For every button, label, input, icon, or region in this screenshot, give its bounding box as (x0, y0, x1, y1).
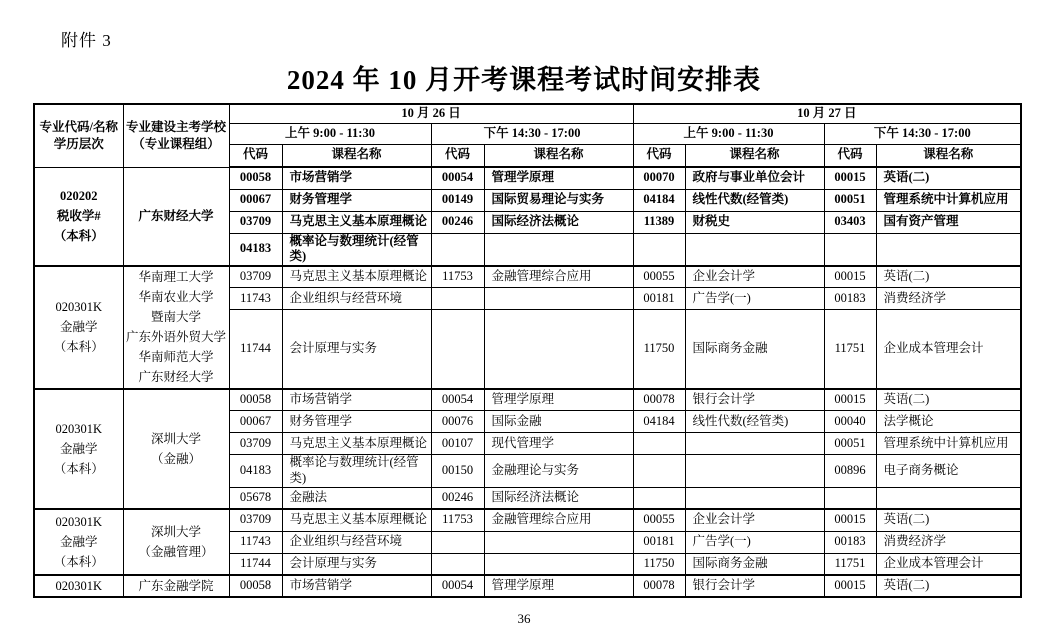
course-name-cell: 现代管理学 (484, 433, 633, 455)
course-code-cell: 04184 (633, 189, 685, 211)
course-code-cell: 00058 (229, 167, 282, 189)
course-name-cell: 管理学原理 (484, 167, 633, 189)
course-code-cell: 00246 (431, 487, 484, 509)
course-code-cell: 00107 (431, 433, 484, 455)
course-code-cell: 00058 (229, 389, 282, 411)
course-code-cell: 00183 (824, 531, 876, 553)
course-code-cell: 00051 (824, 189, 876, 211)
course-name-cell: 市场营销学 (282, 389, 431, 411)
course-name-cell (484, 310, 633, 389)
course-name-cell: 国际商务金融 (685, 553, 824, 575)
course-name-cell (685, 433, 824, 455)
course-name-cell: 财务管理学 (282, 411, 431, 433)
course-code-cell (633, 233, 685, 266)
course-code-cell: 00051 (824, 433, 876, 455)
header-major-line1: 专业代码/名称 (39, 119, 118, 134)
course-name-cell: 金融法 (282, 487, 431, 509)
table-row (34, 266, 1021, 288)
am-label: 上午 (285, 125, 311, 140)
course-code-cell (431, 310, 484, 389)
course-name-cell: 银行会计学 (685, 575, 824, 597)
course-code-cell: 11753 (431, 509, 484, 531)
exam-schedule-table (33, 103, 1022, 598)
header-school-column (123, 104, 229, 167)
course-code-cell: 11389 (633, 211, 685, 233)
school-cell: 华南理工大学 华南农业大学 暨南大学 广东外语外贸大学 华南师范大学 广东财经大学 (123, 266, 229, 389)
course-name-cell: 会计原理与实务 (282, 310, 431, 389)
course-name-cell (876, 487, 1021, 509)
course-name-cell: 英语(二) (876, 509, 1021, 531)
header-oct26-am (229, 123, 431, 144)
course-code-cell: 00015 (824, 575, 876, 597)
course-name-cell: 广告学(一) (685, 288, 824, 310)
course-name-cell: 企业组织与经营环境 (282, 288, 431, 310)
header-school-line1: 专业建设主考学校 (125, 119, 226, 134)
course-code-cell (431, 553, 484, 575)
course-name-cell (484, 233, 633, 266)
school-cell: 深圳大学 （金融） (123, 389, 229, 509)
table-row (34, 509, 1021, 531)
course-code-cell: 00067 (229, 411, 282, 433)
course-name-cell: 英语(二) (876, 266, 1021, 288)
course-name-cell: 管理学原理 (484, 575, 633, 597)
course-code-cell: 00067 (229, 189, 282, 211)
course-code-cell: 00054 (431, 575, 484, 597)
course-name-cell: 英语(二) (876, 575, 1021, 597)
course-name-cell: 企业成本管理会计 (876, 310, 1021, 389)
header-oct27-am (633, 123, 824, 144)
course-code-cell: 00055 (633, 266, 685, 288)
am-time: 9:00 - 11:30 (313, 125, 375, 140)
course-code-cell: 03709 (229, 433, 282, 455)
course-code-cell: 11744 (229, 553, 282, 575)
course-code-cell: 00070 (633, 167, 685, 189)
header-course: 课程名称 (876, 144, 1021, 167)
table-body (34, 167, 1021, 597)
major-cell: 020301K 金融学 （本科） (34, 509, 123, 575)
course-code-cell: 00015 (824, 167, 876, 189)
header-code: 代码 (824, 144, 876, 167)
course-code-cell: 00076 (431, 411, 484, 433)
course-code-cell (633, 487, 685, 509)
header-school-line2: （专业课程组） (132, 136, 220, 151)
course-code-cell (431, 531, 484, 553)
course-code-cell (431, 233, 484, 266)
course-name-cell: 国际贸易理论与实务 (484, 189, 633, 211)
course-name-cell: 概率论与数理统计(经管类) (282, 455, 431, 487)
course-name-cell: 企业会计学 (685, 266, 824, 288)
header-code: 代码 (633, 144, 685, 167)
course-code-cell: 11743 (229, 288, 282, 310)
course-name-cell: 马克思主义基本原理概论 (282, 266, 431, 288)
course-code-cell: 00150 (431, 455, 484, 487)
table-row (34, 389, 1021, 411)
course-name-cell: 政府与事业单位会计 (685, 167, 824, 189)
course-code-cell: 00054 (431, 167, 484, 189)
course-name-cell: 消费经济学 (876, 288, 1021, 310)
course-name-cell: 管理系统中计算机应用 (876, 189, 1021, 211)
course-name-cell: 马克思主义基本原理概论 (282, 211, 431, 233)
am-time: 9:00 - 11:30 (711, 125, 774, 140)
header-course: 课程名称 (484, 144, 633, 167)
course-code-cell: 00058 (229, 575, 282, 597)
course-name-cell (484, 553, 633, 575)
header-course: 课程名称 (282, 144, 431, 167)
header-course: 课程名称 (685, 144, 824, 167)
course-code-cell: 04183 (229, 233, 282, 266)
course-code-cell: 00183 (824, 288, 876, 310)
course-name-cell: 市场营销学 (282, 167, 431, 189)
course-code-cell: 00055 (633, 509, 685, 531)
course-name-cell: 法学概论 (876, 411, 1021, 433)
course-code-cell: 03709 (229, 266, 282, 288)
header-date-oct27: 10 月 27 日 (633, 104, 1021, 123)
course-name-cell (685, 233, 824, 266)
course-name-cell: 电子商务概论 (876, 455, 1021, 487)
course-code-cell (431, 288, 484, 310)
course-name-cell: 国际经济法概论 (484, 487, 633, 509)
course-name-cell: 国际商务金融 (685, 310, 824, 389)
course-name-cell (876, 233, 1021, 266)
course-name-cell (484, 288, 633, 310)
course-name-cell: 企业成本管理会计 (876, 553, 1021, 575)
header-code: 代码 (229, 144, 282, 167)
pm-label: 下午 (483, 125, 509, 140)
header-code: 代码 (431, 144, 484, 167)
course-name-cell: 马克思主义基本原理概论 (282, 433, 431, 455)
header-oct26-pm (431, 123, 633, 144)
am-label: 上午 (683, 125, 709, 140)
course-name-cell: 财税史 (685, 211, 824, 233)
header-date-row (34, 104, 1021, 123)
course-code-cell: 11743 (229, 531, 282, 553)
header-date-oct26: 10 月 26 日 (229, 104, 633, 123)
course-name-cell: 会计原理与实务 (282, 553, 431, 575)
course-code-cell: 00246 (431, 211, 484, 233)
course-name-cell: 金融理论与实务 (484, 455, 633, 487)
major-cell: 020301K (34, 575, 123, 597)
header-major-column (34, 104, 123, 167)
course-code-cell: 00896 (824, 455, 876, 487)
course-name-cell: 英语(二) (876, 167, 1021, 189)
course-name-cell: 线性代数(经管类) (685, 411, 824, 433)
course-name-cell: 马克思主义基本原理概论 (282, 509, 431, 531)
course-name-cell: 企业会计学 (685, 509, 824, 531)
header-oct27-pm (824, 123, 1021, 144)
course-code-cell: 00015 (824, 389, 876, 411)
course-code-cell (633, 433, 685, 455)
course-code-cell: 04184 (633, 411, 685, 433)
school-cell: 广东金融学院 (123, 575, 229, 597)
course-code-cell: 11744 (229, 310, 282, 389)
table-row (34, 167, 1021, 189)
course-name-cell: 金融管理综合应用 (484, 266, 633, 288)
course-code-cell: 11751 (824, 553, 876, 575)
course-name-cell: 银行会计学 (685, 389, 824, 411)
course-code-cell: 00015 (824, 509, 876, 531)
course-name-cell: 国际金融 (484, 411, 633, 433)
course-name-cell: 国际经济法概论 (484, 211, 633, 233)
course-name-cell: 财务管理学 (282, 189, 431, 211)
pm-label: 下午 (873, 125, 899, 140)
course-code-cell: 03709 (229, 211, 282, 233)
course-code-cell: 11751 (824, 310, 876, 389)
course-code-cell: 11750 (633, 553, 685, 575)
major-cell: 020301K 金融学 （本科） (34, 389, 123, 509)
attachment-label: 附件 3 (61, 31, 112, 50)
course-code-cell: 00078 (633, 575, 685, 597)
course-code-cell: 00015 (824, 266, 876, 288)
course-code-cell: 00054 (431, 389, 484, 411)
course-name-cell: 管理学原理 (484, 389, 633, 411)
pm-time: 14:30 - 17:00 (901, 125, 971, 140)
course-code-cell: 00078 (633, 389, 685, 411)
page-title: 2024 年 10 月开考课程考试时间安排表 (286, 65, 762, 95)
table-row (34, 575, 1021, 597)
course-name-cell: 线性代数(经管类) (685, 189, 824, 211)
course-name-cell: 概率论与数理统计(经管类) (282, 233, 431, 266)
course-code-cell: 00040 (824, 411, 876, 433)
school-cell: 深圳大学 （金融管理） (123, 509, 229, 575)
course-name-cell: 国有资产管理 (876, 211, 1021, 233)
course-name-cell (685, 487, 824, 509)
course-name-cell (685, 455, 824, 487)
course-code-cell: 05678 (229, 487, 282, 509)
page-number: 36 (517, 611, 531, 626)
course-name-cell: 金融管理综合应用 (484, 509, 633, 531)
course-name-cell: 英语(二) (876, 389, 1021, 411)
major-cell: 020202 税收学# （本科） (34, 167, 123, 266)
course-code-cell: 03403 (824, 211, 876, 233)
course-code-cell: 00181 (633, 531, 685, 553)
course-code-cell: 00149 (431, 189, 484, 211)
course-code-cell: 04183 (229, 455, 282, 487)
course-code-cell: 00181 (633, 288, 685, 310)
course-name-cell: 管理系统中计算机应用 (876, 433, 1021, 455)
course-code-cell: 11750 (633, 310, 685, 389)
pm-time: 14:30 - 17:00 (511, 125, 581, 140)
course-name-cell (484, 531, 633, 553)
header-major-line2: 学历层次 (53, 136, 104, 151)
course-name-cell: 广告学(一) (685, 531, 824, 553)
table-header (34, 104, 1021, 167)
course-name-cell: 消费经济学 (876, 531, 1021, 553)
course-name-cell: 市场营销学 (282, 575, 431, 597)
school-cell: 广东财经大学 (123, 167, 229, 266)
major-cell: 020301K 金融学 （本科） (34, 266, 123, 389)
course-code-cell (633, 455, 685, 487)
course-code-cell: 11753 (431, 266, 484, 288)
course-code-cell (824, 487, 876, 509)
course-code-cell (824, 233, 876, 266)
course-name-cell: 企业组织与经营环境 (282, 531, 431, 553)
course-code-cell: 03709 (229, 509, 282, 531)
